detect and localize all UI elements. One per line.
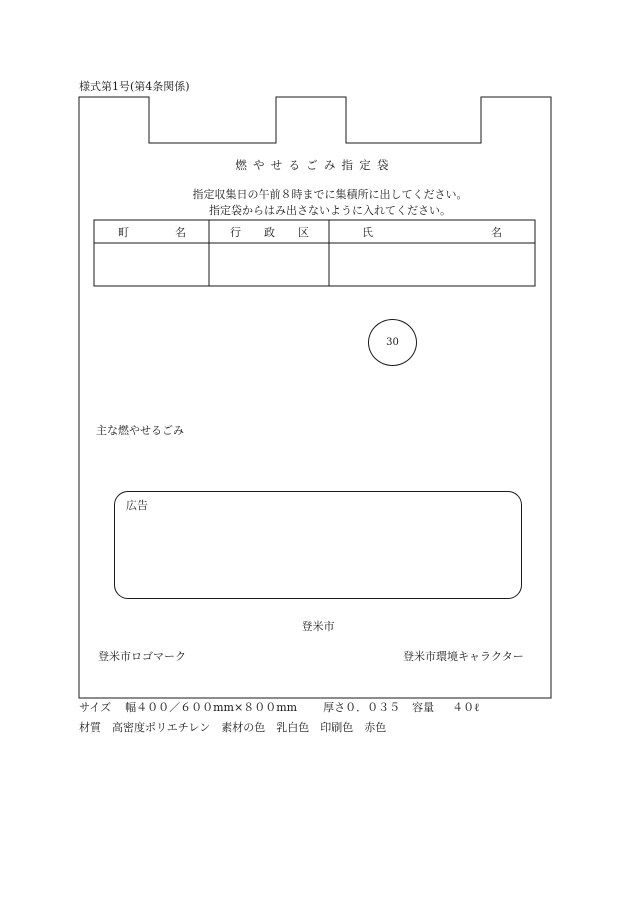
spec-material-value: 高密度ポリエチレン <box>112 721 211 734</box>
spec-capacity-value: ４０ℓ <box>452 701 480 714</box>
bag-title: 燃やせるごみ指定袋 <box>235 158 395 172</box>
table-header-name-1: 氏 <box>362 226 373 239</box>
spec-print-color-value: 赤色 <box>364 721 387 734</box>
ad-box <box>114 491 522 599</box>
spec-print-color-label: 印刷色 <box>320 721 354 734</box>
spec-capacity-label: 容量 <box>412 701 435 714</box>
table-header-town-2: 名 <box>175 226 186 239</box>
city-name: 登米市 <box>301 620 335 633</box>
spec-size-line <box>79 702 479 713</box>
spec-thickness: 厚さ０．０３５ <box>323 701 401 714</box>
capacity-badge <box>368 319 417 366</box>
table-header-district-2: 政 <box>264 226 275 239</box>
spec-material-label: 材質 <box>79 721 101 734</box>
form-number-label: 様式第1号(第4条関係) <box>79 80 190 93</box>
spec-base-color-label: 素材の色 <box>221 721 266 734</box>
capacity-badge-value: 30 <box>386 337 399 348</box>
table-header-district-3: 区 <box>298 226 309 239</box>
ad-label: 広告 <box>126 499 148 512</box>
main-garbage-label: 主な燃やせるごみ <box>96 424 184 437</box>
spec-size-label: サイズ <box>79 701 112 714</box>
instruction-line-2: 指定袋からはみ出さないように入れてください。 <box>209 204 451 217</box>
spec-base-color-value: 乳白色 <box>276 721 310 734</box>
environment-character-label: 登米市環境キャラクター <box>403 650 524 663</box>
table-header-district-1: 行 <box>230 226 241 239</box>
table-header-name-2: 名 <box>491 226 502 239</box>
table-header-town-1: 町 <box>118 226 129 239</box>
spec-material-line <box>79 722 386 733</box>
logo-mark-label: 登米市ロゴマーク <box>98 650 186 663</box>
info-table <box>94 220 535 286</box>
spec-width: 幅４００／６００mm×８００mm <box>125 701 298 714</box>
instruction-line-1: 指定収集日の午前８時までに集積所に出してください。 <box>192 188 468 201</box>
